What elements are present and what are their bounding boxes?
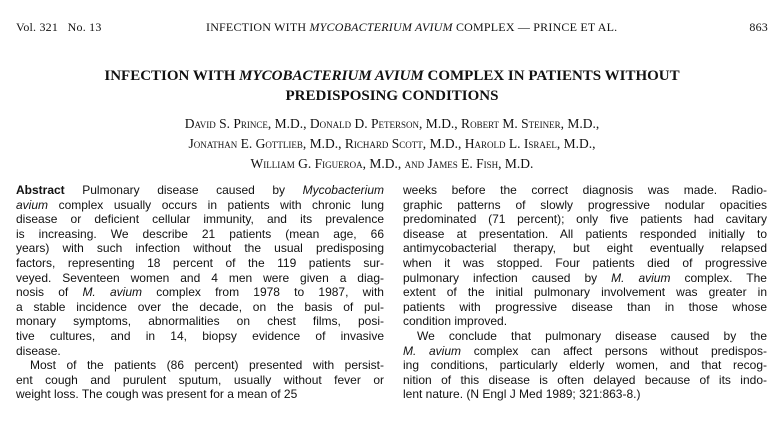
authors-line-2: Jonathan E. Gottlieb, M.D., Richard Scott, M.D., Harold L. Israel, M.D., xyxy=(188,136,596,151)
abstract-line: disease or deficient cellular immunity, and its prevalence xyxy=(16,212,384,227)
abstract-column-right xyxy=(403,183,767,402)
page-number: 863 xyxy=(749,20,768,34)
authors-line-3: William G. Figueroa, M.D., and James E. Fish, M.D. xyxy=(250,156,534,171)
abstract-line: pulmonary infection caused by M. avium complex. The xyxy=(403,270,767,285)
issue-number: No. 13 xyxy=(67,20,102,34)
abstract-label: Abstract xyxy=(16,183,65,197)
running-head xyxy=(16,20,768,38)
abstract-line: condition improved. xyxy=(403,314,508,329)
abstract-column-left xyxy=(16,183,384,402)
volume: Vol. 321 xyxy=(16,20,59,34)
abstract-line: predominated (71 percent); only five patients had cavitary xyxy=(403,212,767,227)
abstract-line: ent cough and purulent sputum, usually without fever or xyxy=(16,372,384,387)
abstract-line: M. avium complex can affect persons without predispos- xyxy=(403,343,767,358)
abstract-line: antimycobacterial therapy, but eight eventually relapsed xyxy=(403,241,767,256)
abstract-line: tive cultures, and in 14, biopsy evidence of invasive xyxy=(16,328,384,343)
abstract-line: is increasing. We describe 21 patients (mean age, 66 xyxy=(16,226,384,241)
abstract-line: a stable incidence over the decade, on the basis of pul- xyxy=(16,299,384,314)
abstract-line: factors, representing 18 percent of the 119 patients sur- xyxy=(16,255,384,270)
abstract-line: disease at presentation. All patients responded initially to xyxy=(403,226,767,241)
abstract-line: avium complex usually occurs in patients with chronic lung xyxy=(16,197,384,212)
authors-line-1: David S. Prince, M.D., Donald D. Peterson, M.D., Robert M. Steiner, M.D., xyxy=(184,116,600,131)
abstract-line: veyed. Seventeen women and 4 men were given a diag- xyxy=(16,270,384,285)
abstract-line: Most of the patients (86 percent) presented with persist- xyxy=(30,358,384,373)
author-list xyxy=(30,114,754,174)
title-line-2: PREDISPOSING CONDITIONS xyxy=(285,88,499,104)
abstract-line: weeks before the correct diagnosis was made. Radio- xyxy=(403,183,767,197)
abstract-line: nosis of M. avium complex from 1978 to 1987, with xyxy=(16,285,384,300)
abstract-line: weight loss. The cough was present for a mean of 25 xyxy=(16,387,298,402)
abstract-line: lent nature. (N Engl J Med 1989; 321:863-8.) xyxy=(403,387,641,402)
abstract-line: patients with progressive disease than in those whose xyxy=(403,299,767,314)
article-title xyxy=(30,66,754,106)
abstract-line: years) with such infection without the usual predisposing xyxy=(16,241,384,256)
abstract-line: ing conditions, particularly elderly women, and that recog- xyxy=(403,358,767,373)
abstract-line: graphic patterns of slowly progressive nodular opacities xyxy=(403,197,767,212)
abstract-line: extent of the initial pulmonary involvement was greater in xyxy=(403,285,767,300)
title-line-1: INFECTION WITH MYCOBACTERIUM AVIUM COMPLEX IN PATIENTS WITHOUT xyxy=(104,68,680,84)
abstract-line: monary symptoms, abnormalities on chest films, posi- xyxy=(16,314,384,329)
abstract-line: disease. xyxy=(16,343,61,358)
abstract-line: We conclude that pulmonary disease caused by the xyxy=(417,328,767,343)
abstract-line: Abstract Pulmonary disease caused by Mycobacterium xyxy=(16,183,384,197)
abstract-line: nition of this disease is often delayed because of its indo- xyxy=(403,372,767,387)
abstract-line: when it was stopped. Four patients died of progressive xyxy=(403,255,767,270)
volume-issue xyxy=(16,20,102,35)
running-title: INFECTION WITH MYCOBACTERIUM AVIUM COMPLEX — PRINCE ET AL. xyxy=(206,20,618,34)
